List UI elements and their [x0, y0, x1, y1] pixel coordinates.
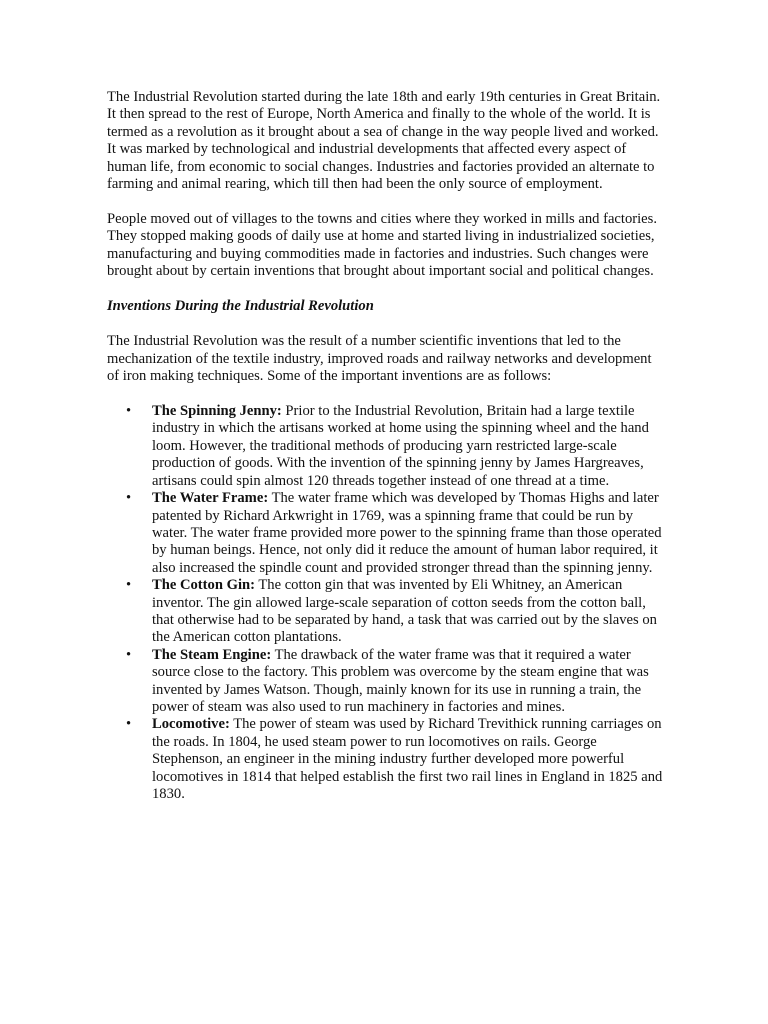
invention-description: The power of steam was used by Richard Trevithick running carriages on the roads. In 1804, he used steam power to run locomotives on rails. George Stephenson, an engineer in the mining industry further developed more powerful locomotives in 1814 that helped establish the first two rail lines in England in 1825 and 1830.: [152, 716, 663, 802]
bullet-icon: •: [126, 577, 132, 594]
inventions-list: [107, 403, 667, 803]
invention-description: The drawback of the water frame was that it required a water source close to the factory. This problem was overcome by the steam engine that was invented by James Watson. Though, mainly known for its use in running a train, the power of steam was also used to run machinery in factories and mines.: [152, 646, 649, 715]
bullet-icon: •: [126, 403, 132, 420]
section-heading: Inventions During the Industrial Revolution: [107, 298, 374, 315]
document-page: [107, 89, 667, 803]
invention-term: The Steam Engine:: [152, 646, 272, 663]
bullet-icon: •: [126, 716, 132, 733]
list-item-locomotive: [107, 716, 667, 803]
invention-description: The water frame which was developed by Thomas Highs and later patented by Richard Arkwright in 1769, was a spinning frame that could be run by water. The water frame provided more power to the spinning frame than those operated by human beings. Hence, not only did it reduce the amount of human labor required, it also increased the spindle count and provided stronger thread than the spinning jenny.: [152, 490, 662, 576]
list-item-cotton-gin: [107, 577, 667, 647]
invention-term: The Spinning Jenny:: [152, 403, 282, 420]
invention-term: The Water Frame:: [152, 490, 269, 507]
bullet-icon: •: [126, 490, 132, 507]
list-item-steam-engine: [107, 647, 667, 717]
invention-term: Locomotive:: [152, 716, 230, 733]
section-intro-paragraph: The Industrial Revolution was the result of a number scientific inventions that led to the mechanization of the textile industry, improved roads and railway networks and development of iron making techniques. Some of the important inventions are as follows:: [107, 333, 652, 385]
migration-paragraph: People moved out of villages to the towns and cities where they worked in mills and factories. They stopped making goods of daily use at home and started living in industrialized societies, manufacturing and buying commodities made in factories and industries. Such changes were brought about by certain inventions that brought about important social and political changes.: [107, 211, 657, 280]
invention-description: Prior to the Industrial Revolution, Britain had a large textile industry in which the artisans worked at home using the spinning wheel and the hand loom. However, the traditional methods of producing yarn restricted large-scale production of goods. With the invention of the spinning jenny by James Hargreaves, artisans could spin almost 120 threads together instead of one thread at a time.: [152, 403, 649, 489]
intro-paragraph: The Industrial Revolution started during the late 18th and early 19th centuries in Great Britain. It then spread to the rest of Europe, North America and finally to the whole of the world. It is termed as a revolution as it brought about a sea of change in the way people lived and worked. It was marked by technological and industrial developments that affected every aspect of human life, from economic to social changes. Industries and factories provided an alternate to farming and animal rearing, which till then had been the only source of employment.: [107, 89, 661, 193]
bullet-icon: •: [126, 646, 132, 663]
invention-description: The cotton gin that was invented by Eli Whitney, an American inventor. The gin allowed large-scale separation of cotton seeds from the cotton ball, that otherwise had to be separated by hand, a task that was carried out by the slaves on the American cotton plantations.: [152, 577, 657, 646]
list-item-water-frame: [107, 490, 667, 577]
invention-term: The Cotton Gin:: [152, 577, 255, 594]
list-item-spinning-jenny: [107, 403, 667, 490]
